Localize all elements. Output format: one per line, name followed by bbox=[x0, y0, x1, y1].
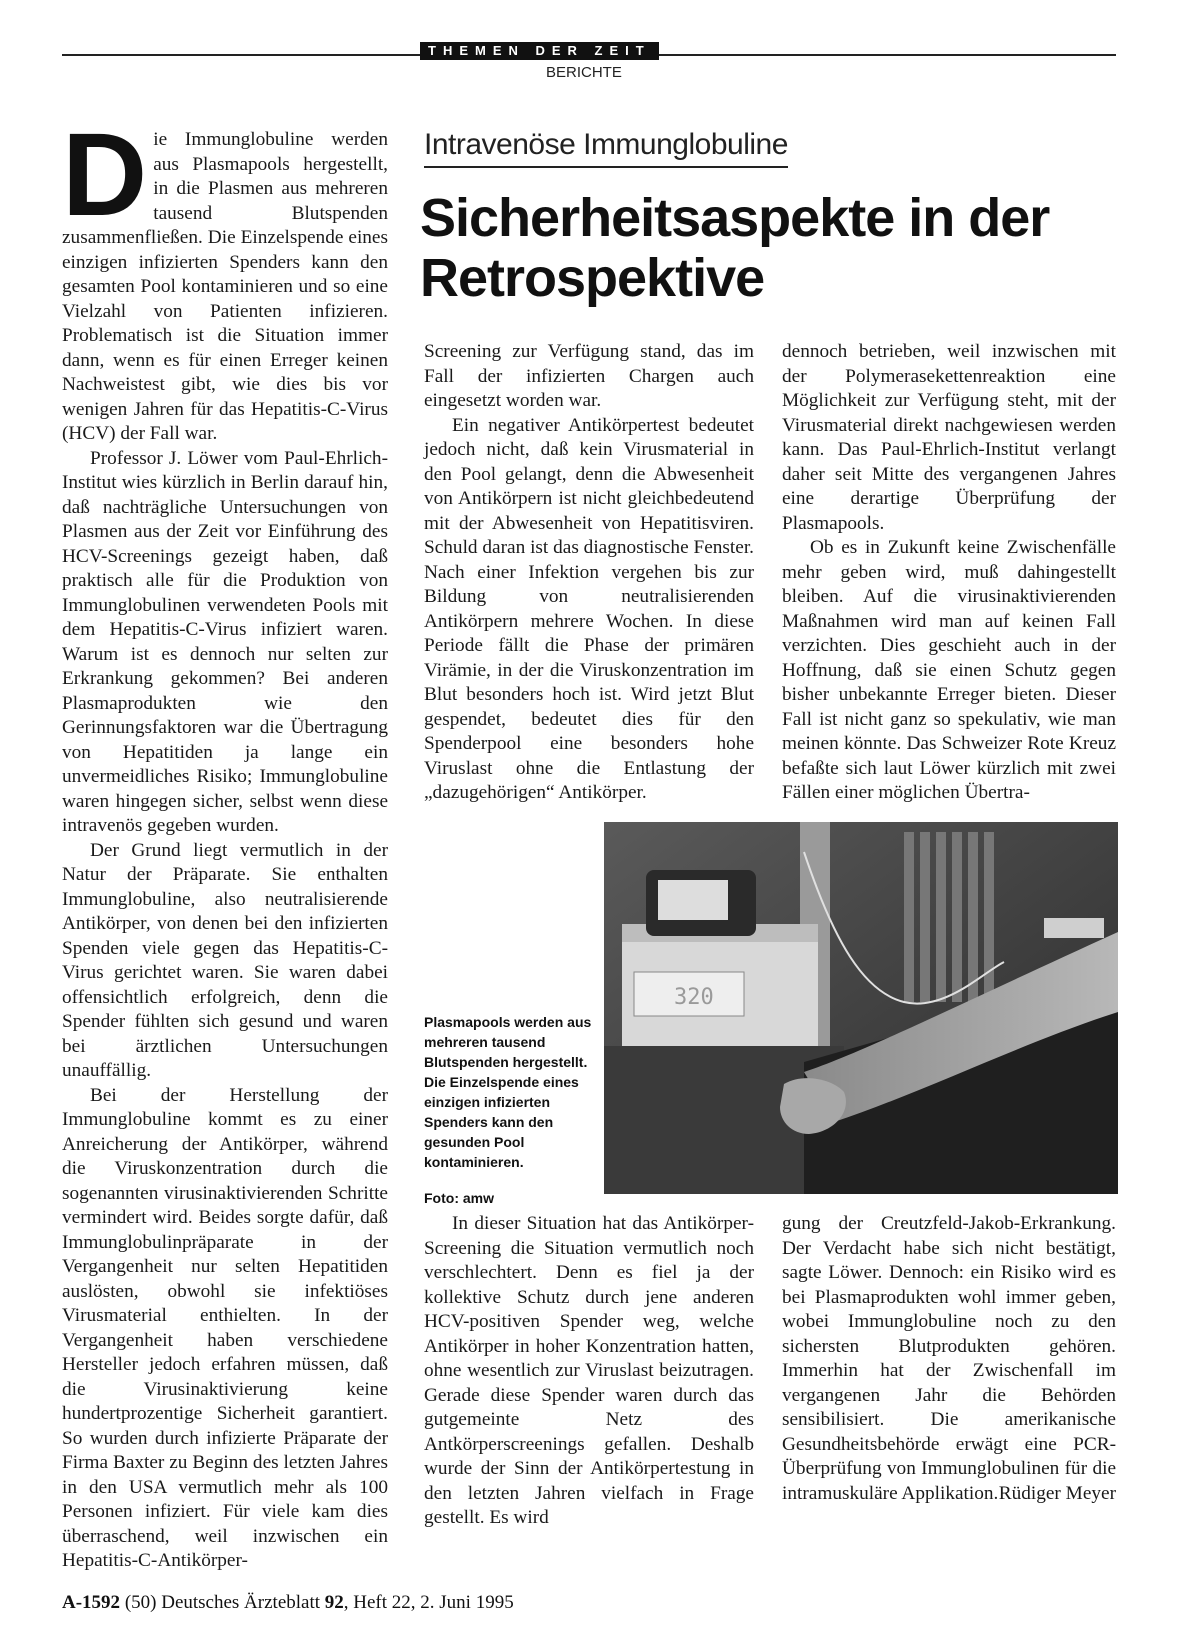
blood-donation-photo bbox=[604, 822, 1118, 1194]
paragraph: Die Immunglobuline werden aus Plasmapools hergestellt, in die Plasmen aus mehreren tausend Blutspenden zusammenfließen. Die Einzelspende eines einzigen infizierten Spenders kann den gesamten Pool kontaminieren und so eine Vielzahl von Patienten infizieren. Problematisch ist die Situation immer dann, wenn es für einen Erreger keinen Nachweistest gibt, wie dies bis vor wenigen Jahren für das Hepatitis-C-Virus (HCV) der Fall war. bbox=[62, 109, 388, 444]
article-column-2-bottom bbox=[424, 1212, 754, 1531]
photo-credit: Foto: amw bbox=[424, 1190, 494, 1206]
paragraph: Professor J. Löwer vom Paul-Ehrlich-Institut wies kürzlich in Berlin darauf hin, daß nachträgliche Untersuchungen von Plasmen aus der Zeit vor Einführung des HCV-Screenings gezeigt haben, daß praktisch alle für die Produktion von Immunglobulinen verwendeten Pools mit dem Hepatitis-C-Virus infiziert waren. Warum ist es dennoch nur selten zur Erkrankung gekommen? Bei anderen Plasmaprodukten wie den Gerinnungsfaktoren war die Übertragung von Hepatitiden ja lange ein unvermeidliches Risiko; Immunglobuline waren hingegen sicher, selbst wenn diese intravenös gegeben wurden. bbox=[62, 447, 388, 836]
paragraph: Bei der Herstellung der Immunglobuline kommt es zu einer Anreicherung der Antikörper, während die Viruskonzentration durch die sogenannten virusinaktivierenden Schritte vermindert wird. Beides sorgte dafür, daß Immunglobulinpräparate in der Vergangenheit nur selten Hepatitiden auslösten, obwohl sie infektiöses Virusmaterial enthielten. In der Vergangenheit haben verschiedene Hersteller jedoch erfahren müssen, daß die Virusinaktivierung keine hundertprozentige Sicherheit garantiert. So wurden durch infizierte Präparate der Firma Baxter zu Beginn des letzten Jahres in den USA vermutlich mehr als 100 Personen infiziert. Für viele kam dies überraschend, weil inzwischen ein Hepatitis-C-Antikörper- bbox=[62, 1084, 388, 1571]
page-footer: A-1592 (50) Deutsches Ärzteblatt 92, Heft 22, 2. Juni 1995 bbox=[62, 1592, 514, 1613]
paragraph: In dieser Situation hat das Antikörper-Screening die Situation vermutlich noch verschlechtert. Denn es fiel ja der kollektive Schutz durch jene anderen HCV-positiven Spender weg, welche Antikörper in hoher Konzentration hatten, ohne wesentlich zur Viruslast beizutragen. Gerade diese Spender waren durch das gutgemeinte Netz des Antkörperscreenings gefallen. Deshalb wurde der Sinn der Antikörpertestung in den letzten Jahren vielfach in Frage gestellt. Es wird bbox=[424, 1213, 754, 1528]
paragraph: gung der Creutzfeld-Jakob-Erkrankung. Der Verdacht habe sich nicht bestätigt, sagte Löwer. Dennoch: ein Risiko wird es bei Plasmaprodukten wohl immer geben, wobei Immunglobuline noch zu den sichersten Blutprodukten gehören. Immerhin hat der Zwischenfall im vergangenen Jahr die Behörden sensibilisiert. Die amerikanische Gesundheitsbehörde erwägt eine PCR-Überprüfung von Immunglobulinen für die intramuskuläre Applikation. Rüdiger Meyer bbox=[782, 1212, 1116, 1506]
paragraph: Der Grund liegt vermutlich in der Natur der Präparate. Sie enthalten Immunglobuline, also neutralisierende Antikörper, von denen bei den infizierten Spenden viele gegen das Hepatitis-C-Virus gerichtet waren. Sie waren dabei offensichtlich erfolgreich, denn die Spender fühlten sich gesund und waren bei ärztlichen Untersuchungen unauffällig. bbox=[62, 839, 388, 1081]
paragraph: Ein negativer Antikörpertest bedeutet jedoch nicht, daß kein Virusmaterial in den Pool gelangt, denn die Abwesenheit von Antikörpern ist nicht gleichbedeutend mit der Abwesenheit von Hepatitisviren. Schuld daran ist das diagnostische Fenster. Nach einer Infektion vergehen bis zur Bildung von neutralisierenden Antikörpern mehrere Wochen. In diese Periode fällt die Phase der primären Virämie, in der die Viruskonzentration im Blut besonders hoch ist. Wird jetzt Blut gespendet, bedeutet dies für den Spenderpool eine besonders hohe Viruslast ohne die Entlastung der „dazugehörigen“ Antikörper. bbox=[424, 414, 754, 803]
article-title: Sicherheitsaspekte in der Retrospektive bbox=[420, 188, 1050, 308]
section-label: BERICHTE bbox=[546, 64, 622, 81]
drop-cap: D bbox=[62, 109, 148, 241]
article-column-1 bbox=[62, 109, 388, 1574]
paragraph: Screening zur Verfügung stand, das im Fall der infizierten Chargen auch eingesetzt worden war. bbox=[424, 341, 754, 411]
page-number: A-1592 bbox=[62, 1592, 121, 1613]
paragraph: Ob es in Zukunft keine Zwischenfälle mehr geben wird, muß dahingestellt bleiben. Auf die virusinaktivierenden Maßnahmen wird man auf keinen Fall verzichten. Dies geschieht auch in der Hoffnung, daß sie einen Schutz gegen bisher unbekannte Erreger bieten. Dieser Fall ist nicht ganz so spekulativ, wie man meinen könnte. Das Schweizer Rote Kreuz befaßte sich laut Löwer kürzlich mit zwei Fällen einer möglichen Übertra- bbox=[782, 537, 1116, 803]
photo-illustration bbox=[604, 822, 1118, 1194]
section-kicker: THEMEN DER ZEIT bbox=[420, 42, 659, 60]
author-name: Rüdiger Meyer bbox=[998, 1482, 1116, 1504]
volume-number: 92 bbox=[324, 1592, 344, 1613]
article-column-3-bottom bbox=[782, 1212, 1116, 1506]
device-display: 320 bbox=[674, 985, 714, 1010]
paragraph: dennoch betrieben, weil inzwischen mit der Polymerasekettenreaktion eine Möglichkeit zur Verfügung steht, mit der Virusmaterial direkt nachgewiesen werden kann. Das Paul-Ehrlich-Institut verlangt daher seit Mitte des vergangenen Jahres eine derartige Überprüfung der Plasmapools. bbox=[782, 341, 1116, 534]
photo-caption: Plasmapools werden aus mehreren tausend Blutspenden hergestellt. Die Einzelspende eines einzigen infizierten Spenders kann den gesunden Pool kontaminieren. bbox=[424, 1014, 592, 1170]
article-subtitle: Intravenöse Immunglobuline bbox=[424, 128, 788, 168]
article-column-3-top bbox=[782, 340, 1116, 806]
article-column-2-top bbox=[424, 340, 754, 806]
